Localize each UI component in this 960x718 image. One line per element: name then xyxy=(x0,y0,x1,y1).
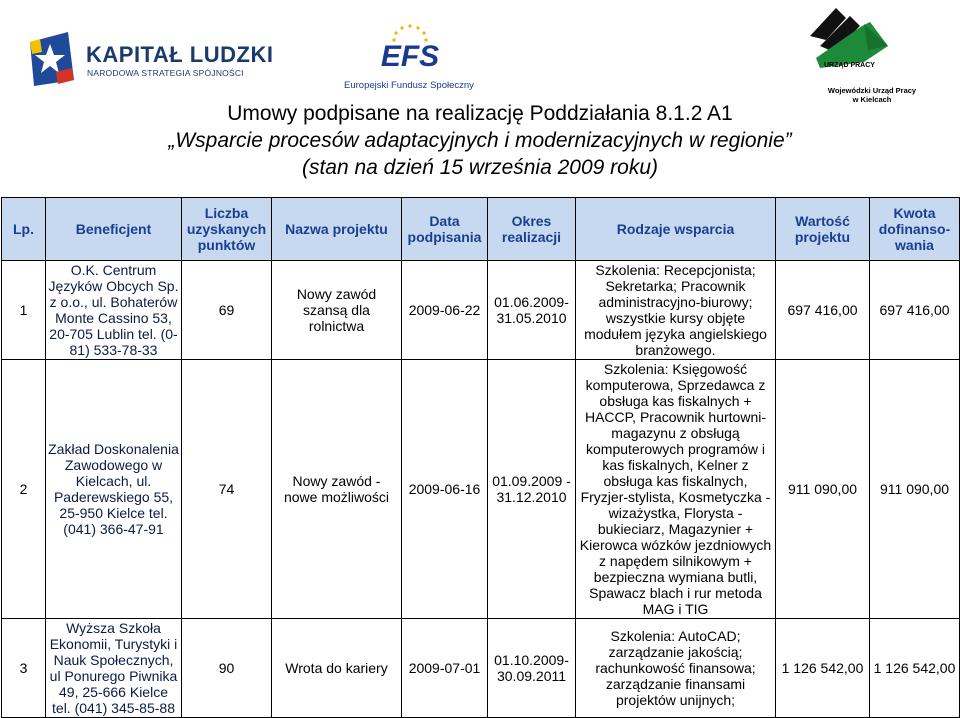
cell-punkty: 69 xyxy=(182,261,272,360)
header-data-podpisania: Data podpisania xyxy=(402,198,488,261)
header-okres-realizacji: Okres realizacji xyxy=(488,198,576,261)
cell-punkty: 90 xyxy=(182,619,272,718)
cell-nazwa: Wrota do kariery xyxy=(272,619,402,718)
header-wartosc-projektu: Wartość projektu xyxy=(776,198,870,261)
cell-wartosc: 697 416,00 xyxy=(776,261,870,360)
okres-od: 01.09.2009 - xyxy=(492,473,571,489)
okres-od: 01.06.2009- xyxy=(494,294,569,310)
table-header-row xyxy=(2,198,960,261)
cell-wartosc: 1 126 542,00 xyxy=(776,619,870,718)
cell-okres xyxy=(488,261,576,360)
cell-okres xyxy=(488,360,576,619)
kapital-ludzki-title: KAPITAŁ LUDZKI xyxy=(86,42,274,67)
cell-kwota: 697 416,00 xyxy=(870,261,960,360)
kapital-ludzki-subtitle: NARODOWA STRATEGIA SPÓJNOŚCI xyxy=(87,68,244,78)
table-row xyxy=(2,619,960,718)
urzad-pracy-logo xyxy=(784,6,934,106)
cell-lp: 3 xyxy=(2,619,46,718)
cell-rodzaje: Szkolenia: Recepcjonista; Sekretarka; Pracownik administracyjno-biurowy; wszystkie kursy objęte modułem języka angielskiego branżowego. xyxy=(576,261,776,360)
table-row xyxy=(2,261,960,360)
urzad-pracy-name-line2: w Kielcach xyxy=(852,95,892,104)
cell-wartosc: 911 090,00 xyxy=(776,360,870,619)
title-line-2: „Wsparcie procesów adaptacyjnych i modernizacyjnych w regionie” xyxy=(168,129,792,152)
efs-mark-icon xyxy=(360,22,460,73)
title-line-1: Umowy podpisane na realizację Poddziałania 8.1.2 A1 xyxy=(227,102,733,125)
cell-okres xyxy=(488,619,576,718)
cell-beneficjent: O.K. Centrum Języków Obcych Sp. z o.o., ul. Bohaterów Monte Cassino 53, 20-705 Lublin tel. (0-81) 533-78-33 xyxy=(46,261,182,360)
cell-lp: 2 xyxy=(2,360,46,619)
header-kwota-dofinansowania: Kwota dofinanso-wania xyxy=(870,198,960,261)
header-nazwa-projektu: Nazwa projektu xyxy=(272,198,402,261)
kapital-ludzki-logo xyxy=(28,18,274,94)
cell-data: 2009-06-16 xyxy=(402,360,488,619)
urzad-pracy-label: URZĄD PRACY xyxy=(824,62,875,69)
okres-od: 01.10.2009- xyxy=(494,652,569,668)
header-liczba-punktow: Liczba uzyskanych punktów xyxy=(182,198,272,261)
cell-nazwa: Nowy zawód szansą dla rolnictwa xyxy=(272,261,402,360)
cell-rodzaje: Szkolenia: Księgowość komputerowa, Sprzedawca z obsługa kas fiskalnych + HACCP, Pracownik hurtowni-magazynu z obsługą komputerowych programów i kas fiskalnych, Kelner z obsługa kas fiskalnych, Fryzjer-stylista, Kosmetyczka - wizażystka, Florysta - bukieciarz, Magazynier + Kierowca wózków jezdniowych z napędem silnikowym + bezpieczna wymiana butli, Spawacz blach i rur metoda MAG i TIG xyxy=(576,360,776,619)
cell-kwota: 911 090,00 xyxy=(870,360,960,619)
efs-name: Europejski Fundusz Społeczny xyxy=(344,80,474,91)
cell-data: 2009-07-01 xyxy=(402,619,488,718)
header-beneficjent: Beneficjent xyxy=(46,198,182,261)
title-line-3: (stan na dzień 15 września 2009 roku) xyxy=(301,156,659,179)
cell-rodzaje: Szkolenia: AutoCAD; zarządzanie jakością; rachunkowość finansowa; zarządzanie finansami projektów unijnych; xyxy=(576,619,776,718)
urzad-pracy-name-line1: Wojewódzki Urząd Pracy xyxy=(827,86,917,95)
header-rodzaje-wsparcia: Rodzaje wsparcia xyxy=(576,198,776,261)
cell-punkty: 74 xyxy=(182,360,272,619)
document-title xyxy=(0,100,960,181)
okres-do: 31.05.2010 xyxy=(496,310,567,326)
table-row xyxy=(2,360,960,619)
okres-do: 31.12.2010 xyxy=(496,489,567,505)
contracts-table xyxy=(1,197,960,718)
cell-beneficjent: Zakład Doskonalenia Zawodowego w Kielcach, ul. Paderewskiego 55, 25-950 Kielce tel. (041) 366-47-91 xyxy=(46,360,182,619)
cell-data: 2009-06-22 xyxy=(402,261,488,360)
cell-nazwa: Nowy zawód - nowe możliwości xyxy=(272,360,402,619)
kapital-ludzki-star-icon xyxy=(28,28,80,88)
cell-beneficjent: Wyższa Szkoła Ekonomii, Turystyki i Nauk Społecznych, ul Ponurego Piwnika 49, 25-666 Kielce tel. (041) 345-85-88 xyxy=(46,619,182,718)
efs-logo xyxy=(338,14,488,94)
cell-lp: 1 xyxy=(2,261,46,360)
okres-do: 30.09.2011 xyxy=(496,668,567,684)
header-lp: Lp. xyxy=(2,198,46,261)
cell-kwota: 1 126 542,00 xyxy=(870,619,960,718)
svg-text:EFS: EFS xyxy=(380,40,440,73)
